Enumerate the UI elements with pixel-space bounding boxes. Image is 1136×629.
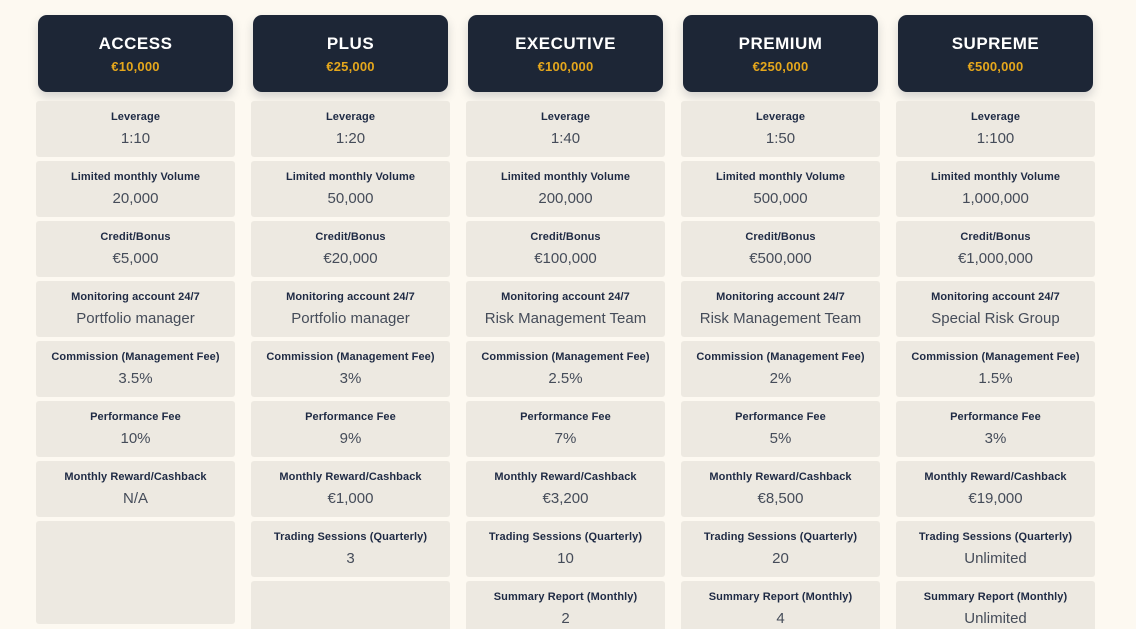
feature-cell <box>896 461 1095 517</box>
feature-label: Leverage <box>325 111 376 123</box>
plan-header <box>253 15 448 92</box>
plan-header <box>38 15 233 92</box>
plan-price: €500,000 <box>967 58 1024 74</box>
feature-cell <box>466 461 665 517</box>
feature-value: 1:40 <box>550 130 581 147</box>
plan-column-supreme <box>896 15 1095 629</box>
feature-label: Credit/Bonus <box>960 231 1031 243</box>
feature-value: €5,000 <box>112 250 159 267</box>
feature-cell <box>681 341 880 397</box>
filler-cell <box>251 581 450 629</box>
feature-label: Leverage <box>540 111 591 123</box>
feature-label: Summary Report (Monthly) <box>923 591 1068 603</box>
feature-value: 3.5% <box>118 370 153 387</box>
feature-value: Risk Management Team <box>699 310 862 327</box>
feature-cell <box>466 221 665 277</box>
feature-value: €20,000 <box>323 250 378 267</box>
feature-value: 1:50 <box>765 130 796 147</box>
plan-column-access <box>36 15 235 629</box>
feature-cell <box>896 341 1095 397</box>
plan-price: €10,000 <box>111 58 160 74</box>
plan-column-premium <box>681 15 880 629</box>
plan-title: ACCESS <box>98 33 173 53</box>
feature-cell <box>251 521 450 577</box>
feature-label: Limited monthly Volume <box>285 171 416 183</box>
plan-title: PLUS <box>326 33 375 53</box>
feature-value: 1.5% <box>978 370 1013 387</box>
plan-header <box>898 15 1093 92</box>
feature-value: Special Risk Group <box>931 310 1060 327</box>
feature-label: Monitoring account 24/7 <box>71 291 200 303</box>
feature-value: 1:100 <box>976 130 1015 147</box>
feature-label: Summary Report (Monthly) <box>493 591 638 603</box>
feature-value: 5% <box>769 430 792 447</box>
feature-label: Monitoring account 24/7 <box>501 291 630 303</box>
feature-value: 7% <box>554 430 577 447</box>
plan-title: PREMIUM <box>738 33 823 53</box>
plan-price: €100,000 <box>537 58 594 74</box>
feature-value: Risk Management Team <box>484 310 647 327</box>
filler-cell <box>36 521 235 624</box>
feature-label: Monthly Reward/Cashback <box>64 471 207 483</box>
feature-cell <box>681 461 880 517</box>
plan-price: €250,000 <box>752 58 809 74</box>
feature-cell <box>251 341 450 397</box>
feature-value: 3% <box>339 370 362 387</box>
feature-cell <box>681 161 880 217</box>
plan-column-executive <box>466 15 665 629</box>
feature-value: Portfolio manager <box>76 310 195 327</box>
feature-cell <box>896 401 1095 457</box>
feature-cell <box>681 581 880 629</box>
feature-label: Limited monthly Volume <box>715 171 846 183</box>
feature-cell <box>466 581 665 629</box>
feature-cell <box>36 401 235 457</box>
feature-label: Performance Fee <box>305 411 396 423</box>
feature-cell <box>681 521 880 577</box>
feature-label: Limited monthly Volume <box>500 171 631 183</box>
feature-label: Commission (Management Fee) <box>51 351 220 363</box>
feature-label: Monthly Reward/Cashback <box>924 471 1067 483</box>
feature-cell <box>36 101 235 157</box>
feature-label: Monitoring account 24/7 <box>931 291 1060 303</box>
feature-cell <box>251 101 450 157</box>
feature-cell <box>36 341 235 397</box>
feature-cell <box>466 521 665 577</box>
feature-cell <box>466 341 665 397</box>
feature-cell <box>896 101 1095 157</box>
feature-value: 500,000 <box>753 190 808 207</box>
feature-value: €100,000 <box>534 250 597 267</box>
feature-value: Unlimited <box>964 610 1027 627</box>
plan-header <box>683 15 878 92</box>
feature-label: Commission (Management Fee) <box>911 351 1080 363</box>
feature-label: Leverage <box>970 111 1021 123</box>
feature-value: Unlimited <box>964 550 1027 567</box>
feature-cell <box>466 281 665 337</box>
feature-value: 20,000 <box>112 190 159 207</box>
feature-label: Credit/Bonus <box>100 231 171 243</box>
feature-value: 200,000 <box>538 190 593 207</box>
feature-label: Credit/Bonus <box>530 231 601 243</box>
feature-cell <box>466 101 665 157</box>
feature-label: Commission (Management Fee) <box>266 351 435 363</box>
feature-value: 20 <box>772 550 789 567</box>
feature-label: Monitoring account 24/7 <box>716 291 845 303</box>
feature-value: €19,000 <box>968 490 1023 507</box>
feature-cell <box>251 461 450 517</box>
feature-value: 1:10 <box>120 130 151 147</box>
feature-value: 2 <box>561 610 570 627</box>
feature-label: Monitoring account 24/7 <box>286 291 415 303</box>
feature-cell <box>896 581 1095 629</box>
feature-label: Commission (Management Fee) <box>696 351 865 363</box>
feature-value: Portfolio manager <box>291 310 410 327</box>
feature-value: 2.5% <box>548 370 583 387</box>
feature-label: Limited monthly Volume <box>70 171 201 183</box>
feature-value: €1,000 <box>327 490 374 507</box>
feature-cell <box>681 221 880 277</box>
feature-cell <box>251 281 450 337</box>
feature-cell <box>681 101 880 157</box>
feature-cell <box>36 161 235 217</box>
feature-cell <box>251 161 450 217</box>
feature-cell <box>466 401 665 457</box>
plan-title: SUPREME <box>951 33 1040 53</box>
feature-cell <box>36 281 235 337</box>
feature-label: Leverage <box>110 111 161 123</box>
feature-value: €3,200 <box>542 490 589 507</box>
feature-cell <box>896 281 1095 337</box>
feature-label: Performance Fee <box>520 411 611 423</box>
feature-value: 1,000,000 <box>962 190 1029 207</box>
feature-label: Leverage <box>755 111 806 123</box>
feature-label: Trading Sessions (Quarterly) <box>273 531 428 543</box>
feature-label: Performance Fee <box>950 411 1041 423</box>
feature-cell <box>251 221 450 277</box>
feature-label: Trading Sessions (Quarterly) <box>918 531 1073 543</box>
feature-label: Performance Fee <box>90 411 181 423</box>
feature-value: €8,500 <box>757 490 804 507</box>
feature-cell <box>681 401 880 457</box>
feature-label: Trading Sessions (Quarterly) <box>488 531 643 543</box>
feature-cell <box>36 221 235 277</box>
feature-value: €1,000,000 <box>957 250 1034 267</box>
feature-cell <box>681 281 880 337</box>
feature-label: Credit/Bonus <box>315 231 386 243</box>
feature-label: Trading Sessions (Quarterly) <box>703 531 858 543</box>
feature-label: Commission (Management Fee) <box>481 351 650 363</box>
feature-cell <box>896 521 1095 577</box>
feature-value: 10% <box>120 430 151 447</box>
feature-label: Credit/Bonus <box>745 231 816 243</box>
feature-label: Limited monthly Volume <box>930 171 1061 183</box>
feature-label: Monthly Reward/Cashback <box>709 471 852 483</box>
feature-value: 50,000 <box>327 190 374 207</box>
plan-header <box>468 15 663 92</box>
feature-label: Monthly Reward/Cashback <box>494 471 637 483</box>
plan-title: EXECUTIVE <box>515 33 616 53</box>
feature-value: 3% <box>984 430 1007 447</box>
plan-price: €25,000 <box>326 58 375 74</box>
feature-value: 10 <box>557 550 574 567</box>
feature-value: 3 <box>346 550 355 567</box>
feature-cell <box>466 161 665 217</box>
feature-value: 1:20 <box>335 130 366 147</box>
feature-cell <box>896 221 1095 277</box>
feature-value: 4 <box>776 610 785 627</box>
feature-value: 2% <box>769 370 792 387</box>
feature-label: Monthly Reward/Cashback <box>279 471 422 483</box>
feature-cell <box>36 461 235 517</box>
feature-cell <box>251 401 450 457</box>
feature-label: Summary Report (Monthly) <box>708 591 853 603</box>
plan-column-plus <box>251 15 450 629</box>
feature-value: 9% <box>339 430 362 447</box>
feature-cell <box>896 161 1095 217</box>
feature-value: €500,000 <box>749 250 812 267</box>
feature-value: N/A <box>122 490 148 507</box>
feature-label: Performance Fee <box>735 411 826 423</box>
